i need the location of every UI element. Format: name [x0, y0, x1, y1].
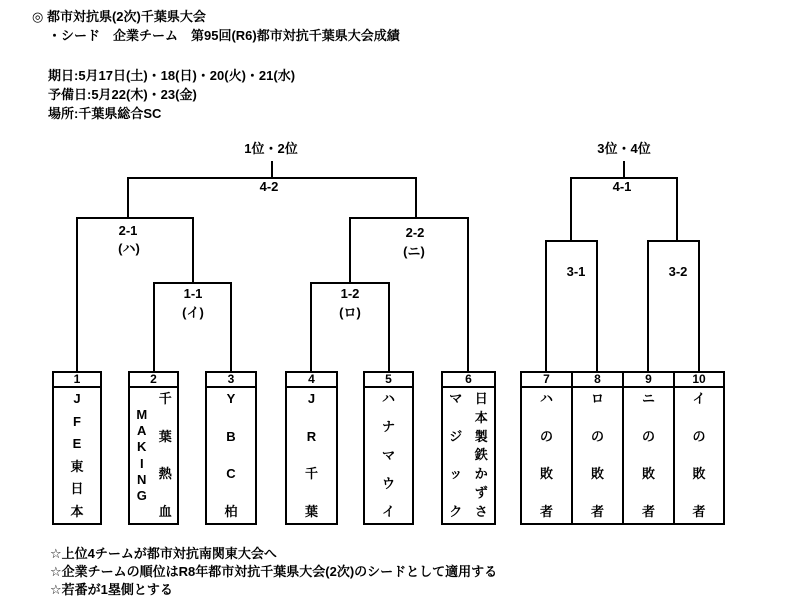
bracket-line [647, 240, 700, 242]
semifinal-right-score: 2-2 [405, 225, 425, 240]
event-subtitle: ・シード 企業チーム 第95回(R6)都市対抗千葉県大会成績 [48, 28, 400, 43]
team-name [624, 388, 673, 523]
bracket-line [623, 161, 625, 177]
team-box-8 [571, 371, 624, 525]
team-name-column: J R 千 葉 [304, 391, 318, 519]
bracket-line [570, 177, 678, 179]
team-name-column: イ の 敗 者 [692, 391, 706, 519]
bracket-line [467, 217, 469, 371]
event-reserve-dates: 予備日:5月22(木)・23(金) [48, 87, 197, 102]
team-name [573, 388, 622, 523]
semifinal-left-tag: (ハ) [118, 241, 140, 256]
team-name [130, 388, 177, 523]
team-name-column: M A K I N G [136, 407, 148, 503]
bracket-line [676, 177, 678, 242]
bracket-line [153, 282, 155, 371]
final-1-2-score: 4-2 [259, 179, 279, 194]
team-name-column: J F E 東 日 本 [70, 391, 84, 519]
team-name [675, 388, 723, 523]
bracket-line [76, 217, 194, 219]
team-box-7 [520, 371, 573, 525]
bracket-line [127, 177, 417, 179]
semifinal-right-tag: (ニ) [403, 244, 425, 259]
bracket-line [388, 282, 390, 371]
final-3-4-score: 4-1 [612, 179, 632, 194]
bracket-line [310, 282, 312, 371]
team-box-10 [673, 371, 725, 525]
team-box-2 [128, 371, 179, 525]
team-name-column: Y B C 柏 [224, 391, 238, 519]
final-3-4-title: 3位・4位 [597, 141, 651, 156]
team-box-5 [363, 371, 414, 525]
team-box-3 [205, 371, 257, 525]
note-seeding: ☆企業チームの順位はR8年都市対抗千葉県大会(2次)のシードとして適用する [50, 564, 498, 579]
draw-number: 1 [54, 373, 100, 388]
bracket-line [76, 217, 78, 371]
draw-number: 8 [573, 373, 622, 388]
team-box-1 [52, 371, 102, 525]
final-1-2-title: 1位・2位 [244, 141, 298, 156]
team-name [207, 388, 255, 523]
bracket-line [349, 217, 469, 219]
bracket-line [127, 177, 129, 219]
team-box-4 [285, 371, 338, 525]
team-name-column: ハ ナ マ ウ イ [381, 391, 395, 519]
team-name [443, 388, 494, 523]
bracket-line [415, 177, 417, 219]
team-name-column: ロ の 敗 者 [590, 391, 604, 519]
event-dates: 期日:5月17日(土)・18(日)・20(火)・21(水) [48, 68, 296, 83]
bracket-line [698, 240, 700, 371]
team-box-9 [622, 371, 675, 525]
draw-number: 3 [207, 373, 255, 388]
draw-number: 4 [287, 373, 336, 388]
quarterfinal-right-tag: (ロ) [339, 305, 361, 320]
bracket-line [230, 282, 232, 371]
team-name [522, 388, 571, 523]
team-name-column: 千 葉 熱 血 [158, 391, 172, 519]
quarterfinal-right-score: 1-2 [340, 286, 360, 301]
team-name [287, 388, 336, 523]
event-venue: 場所:千葉県総合SC [48, 106, 162, 121]
bracket-line [349, 217, 351, 284]
bracket-line [596, 240, 598, 371]
bracket-line [153, 282, 232, 284]
note-home-side: ☆若番が1塁側とする [50, 582, 173, 597]
third-place-right-score: 3-2 [668, 264, 688, 279]
third-place-left-score: 3-1 [566, 264, 586, 279]
team-name [54, 388, 100, 523]
bracket-line [310, 282, 390, 284]
draw-number: 5 [365, 373, 412, 388]
team-name-column: ハ の 敗 者 [539, 391, 553, 519]
bracket-line [570, 177, 572, 242]
semifinal-left-score: 2-1 [118, 223, 138, 238]
team-box-6 [441, 371, 496, 525]
draw-number: 10 [675, 373, 723, 388]
team-name-column: マ ジ ッ ク [449, 391, 463, 519]
bracket-line [545, 240, 547, 371]
bracket-line [647, 240, 649, 371]
bracket-line [545, 240, 598, 242]
team-name [365, 388, 412, 523]
quarterfinal-left-score: 1-1 [183, 286, 203, 301]
draw-number: 7 [522, 373, 571, 388]
draw-number: 9 [624, 373, 673, 388]
bracket-line [271, 161, 273, 177]
draw-number: 6 [443, 373, 494, 388]
note-advance: ☆上位4チームが都市対抗南関東大会へ [50, 546, 277, 561]
team-name-column: 日 本 製 鉄 か ず さ [474, 391, 488, 519]
event-title: ◎ 都市対抗県(2次)千葉県大会 [32, 9, 206, 24]
team-name-column: ニ の 敗 者 [641, 391, 655, 519]
quarterfinal-left-tag: (イ) [182, 305, 204, 320]
draw-number: 2 [130, 373, 177, 388]
bracket-line [192, 217, 194, 284]
